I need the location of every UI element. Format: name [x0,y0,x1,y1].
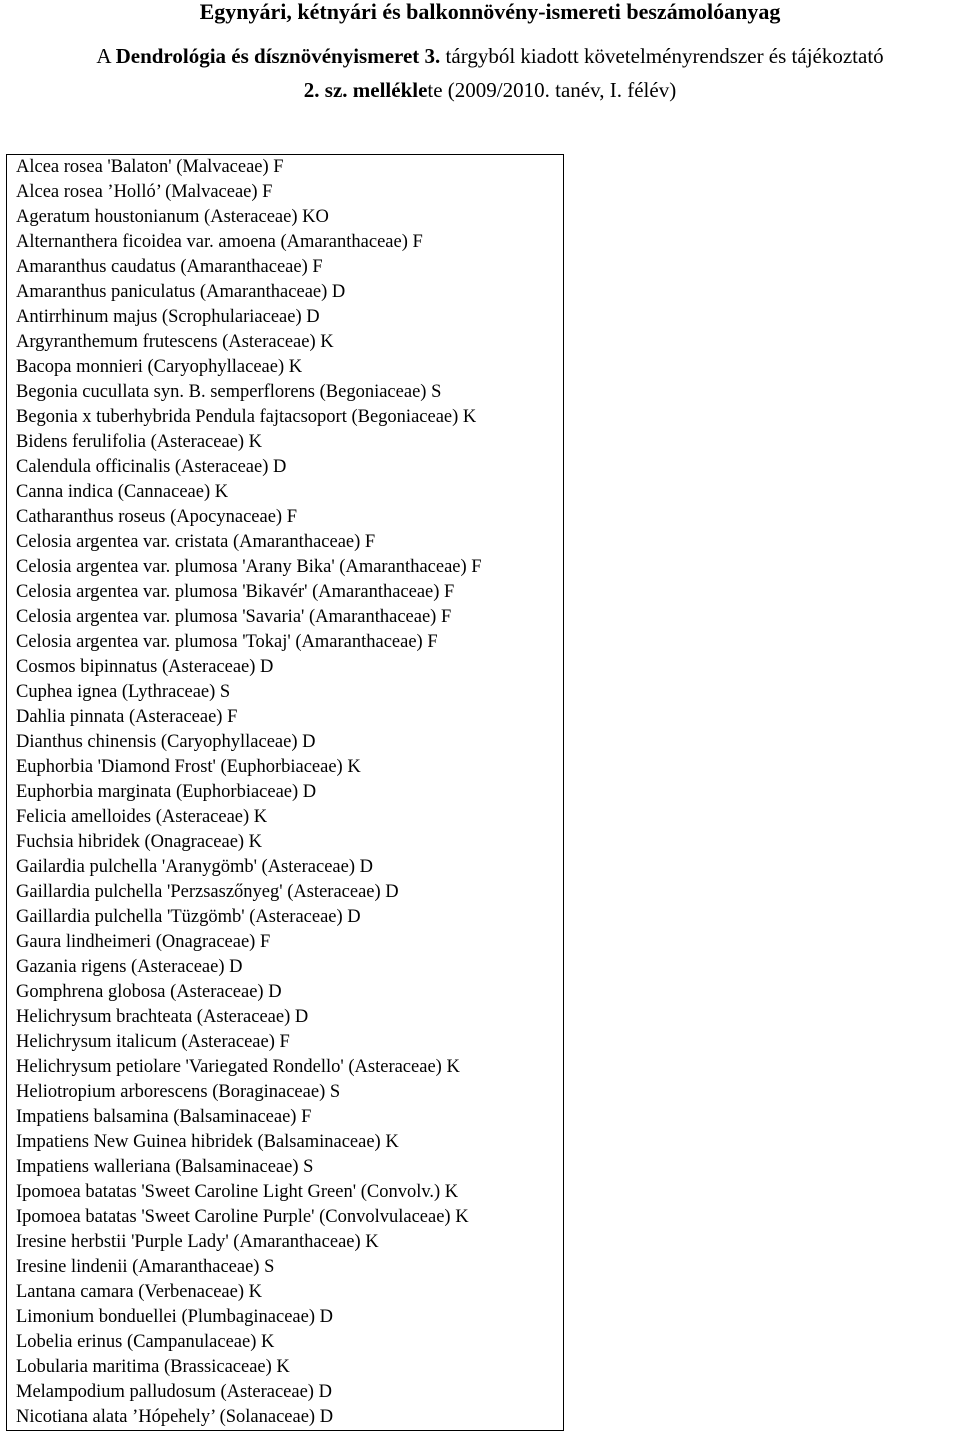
plant-row: Felicia amelloides (Asteraceae) K [16,807,268,827]
plant-row: Gazania rigens (Asteraceae) D [16,957,243,977]
plant-row: Gomphrena globosa (Asteraceae) D [16,982,282,1002]
plant-row: Cuphea ignea (Lythraceae) S [16,682,231,702]
plant-row: Calendula officinalis (Asteraceae) D [16,457,287,477]
plant-row: Gaillardia pulchella 'Perzsaszőnyeg' (Asteraceae) D [16,882,399,902]
plant-row: Begonia cucullata syn. B. semperflorens (Begoniaceae) S [16,382,442,402]
plant-row: Catharanthus roseus (Apocynaceae) F [16,507,297,527]
plant-row: Melampodium palludosum (Asteraceae) D [16,1382,332,1402]
plant-row: Iresine herbstii 'Purple Lady' (Amaranthaceae) K [16,1232,379,1252]
plant-row: Nicotiana alata ’Hópehely’ (Solanaceae) D [16,1407,334,1427]
plant-row: Bacopa monnieri (Caryophyllaceae) K [16,357,303,377]
plant-row: Alternanthera ficoidea var. amoena (Amaranthaceae) F [16,232,423,252]
plant-row: Celosia argentea var. plumosa 'Arany Bika' (Amaranthaceae) F [16,557,482,577]
subtitle-line-2 [0,78,960,103]
plant-row: Celosia argentea var. plumosa 'Tokaj' (Amaranthaceae) F [16,632,438,652]
plant-row: Dianthus chinensis (Caryophyllaceae) D [16,732,316,752]
plant-row: Bidens ferulifolia (Asteraceae) K [16,432,263,452]
plant-row: Iresine lindenii (Amaranthaceae) S [16,1257,275,1277]
plant-row: Celosia argentea var. plumosa 'Savaria' (Amaranthaceae) F [16,607,452,627]
document-title: Egynyári, kétnyári és balkonnövény-ismereti beszámolóanyag [199,0,781,24]
plant-row: Heliotropium arborescens (Boraginaceae) S [16,1082,341,1102]
plant-row: Gaillardia pulchella 'Tüzgömb' (Asteraceae) D [16,907,361,927]
plant-row: Impatiens walleriana (Balsaminaceae) S [16,1157,314,1177]
plant-row: Lobularia maritima (Brassicaceae) K [16,1357,290,1377]
plant-row: Celosia argentea var. cristata (Amaranthaceae) F [16,532,376,552]
subtitle-prefix: A [96,44,116,68]
plant-row: Alcea rosea ’Holló’ (Malvaceae) F [16,182,273,202]
plant-row: Gaura lindheimeri (Onagraceae) F [16,932,271,952]
plant-row: Amaranthus caudatus (Amaranthaceae) F [16,257,323,277]
subtitle-line-1 [0,44,960,69]
plant-row: Lantana camara (Verbenaceae) K [16,1282,262,1302]
plant-row: Fuchsia hibridek (Onagraceae) K [16,832,263,852]
plant-row: Gailardia pulchella 'Aranygömb' (Asteraceae) D [16,857,373,877]
plant-row: Euphorbia marginata (Euphorbiaceae) D [16,782,317,802]
plant-row: Ipomoea batatas 'Sweet Caroline Light Green' (Convolv.) K [16,1182,459,1202]
plant-row: Limonium bonduellei (Plumbaginaceae) D [16,1307,333,1327]
plant-row: Argyranthemum frutescens (Asteraceae) K [16,332,334,352]
plant-row: Begonia x tuberhybrida Pendula fajtacsoport (Begoniaceae) K [16,407,477,427]
plant-row: Cosmos bipinnatus (Asteraceae) D [16,657,274,677]
subject-name: Dendrológia és dísznövényismeret 3. [115,44,441,68]
plant-row: Celosia argentea var. plumosa 'Bikavér' (Amaranthaceae) F [16,582,455,602]
plant-list-table [6,154,564,1431]
plant-row: Dahlia pinnata (Asteraceae) F [16,707,238,727]
annex-label: mellékle [352,78,428,102]
plant-row: Euphorbia 'Diamond Frost' (Euphorbiaceae) K [16,757,361,777]
annex-number: 2. sz. [303,78,348,102]
plant-row: Canna indica (Cannaceae) K [16,482,229,502]
plant-row: Amaranthus paniculatus (Amaranthaceae) D [16,282,346,302]
plant-row: Ipomoea batatas 'Sweet Caroline Purple' (Convolvulaceae) K [16,1207,469,1227]
plant-row: Impatiens New Guinea hibridek (Balsaminaceae) K [16,1132,399,1152]
plant-row: Helichrysum petiolare 'Variegated Rondello' (Asteraceae) K [16,1057,460,1077]
plant-row: Helichrysum italicum (Asteraceae) F [16,1032,290,1052]
plant-row: Antirrhinum majus (Scrophulariaceae) D [16,307,320,327]
plant-row: Helichrysum brachteata (Asteraceae) D [16,1007,309,1027]
semester-info: te (2009/2010. tanév, I. félév) [427,78,677,102]
plant-row: Lobelia erinus (Campanulaceae) K [16,1332,275,1352]
plant-row: Impatiens balsamina (Balsaminaceae) F [16,1107,312,1127]
plant-row: Ageratum houstonianum (Asteraceae) KO [16,207,329,227]
plant-row: Alcea rosea 'Balaton' (Malvaceae) F [16,157,284,177]
subtitle-rest: tárgyból kiadott követelményrendszer és tájékoztató [440,44,884,68]
